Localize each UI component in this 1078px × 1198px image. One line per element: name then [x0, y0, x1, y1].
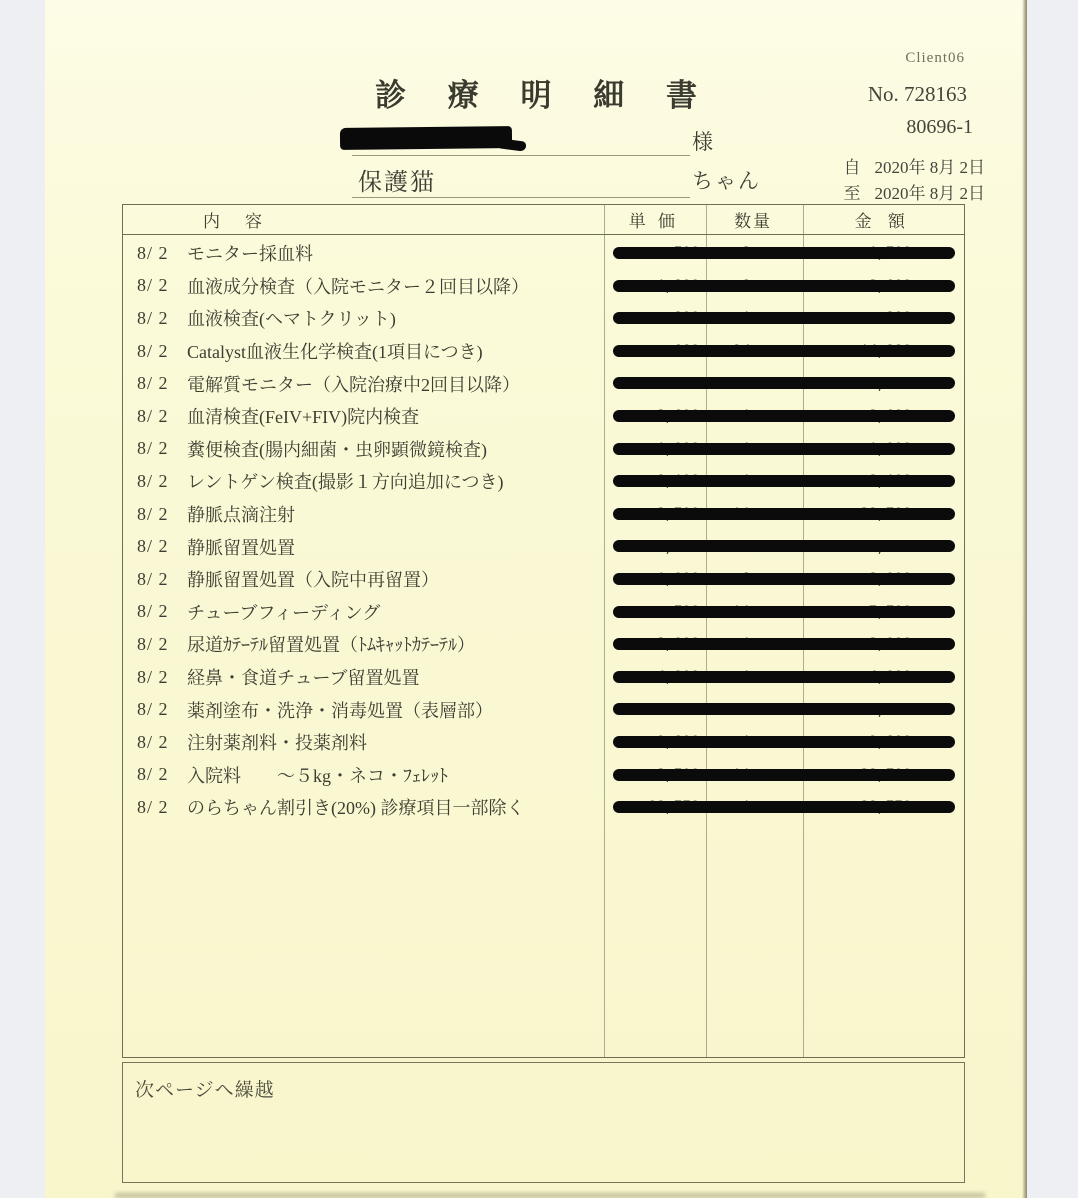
table-row — [123, 563, 964, 596]
table-row — [123, 530, 964, 563]
price-redaction-bar — [613, 671, 955, 683]
row-date: 8/ 2 — [137, 405, 169, 426]
owner-name-underline — [352, 155, 690, 156]
period-to — [844, 179, 986, 204]
table-row — [123, 400, 964, 433]
price-redaction-bar — [613, 736, 955, 748]
row-date: 8/ 2 — [137, 275, 169, 296]
row-date: 8/ 2 — [137, 633, 169, 654]
header-content: 内 容 — [203, 212, 266, 231]
row-date: 8/ 2 — [137, 242, 169, 263]
price-redaction-bar — [613, 540, 955, 552]
row-date: 8/ 2 — [137, 568, 169, 589]
row-description: 静脈留置処置（入院中再留置） — [187, 570, 439, 591]
row-date: 8/ 2 — [137, 536, 169, 557]
period-from-label: 自 — [843, 158, 861, 177]
row-description: 尿道ｶﾃｰﾃﾙ留置処置（ﾄﾑｷｬｯﾄｶﾃｰﾃﾙ） — [187, 635, 475, 656]
row-description: チューブフィーディング — [187, 602, 381, 623]
invoice-paper — [45, 0, 1027, 1198]
period-from — [844, 153, 986, 178]
carryover-box — [122, 1062, 965, 1183]
header-amount: 金 額 — [854, 212, 911, 231]
table-row — [123, 498, 964, 531]
page-title: 診 療 明 細 書 — [375, 78, 714, 113]
price-redaction-bar — [613, 606, 955, 618]
price-redaction-bar — [613, 801, 955, 813]
row-description: のらちゃん割引き(20%) 診療項目一部除く — [187, 798, 525, 819]
row-description: 薬剤塗布・洗浄・消毒処置（表層部） — [187, 700, 493, 721]
row-date: 8/ 2 — [137, 503, 169, 524]
header-unit-price: 単 価 — [628, 212, 679, 231]
table-row — [123, 302, 964, 335]
row-description: 血液検査(ヘマトクリット) — [187, 309, 396, 330]
patient-name-underline — [352, 197, 690, 198]
slip-number: 80696-1 — [906, 116, 973, 138]
price-redaction-bar — [613, 410, 955, 422]
table-row — [123, 791, 964, 824]
row-date: 8/ 2 — [137, 731, 169, 752]
row-date: 8/ 2 — [137, 601, 169, 622]
owner-name-redaction-bar — [340, 126, 512, 150]
patient-honorific: ちゃん — [692, 169, 761, 193]
table-row — [123, 661, 964, 694]
row-description: 静脈点滴注射 — [187, 505, 295, 526]
row-description: 入院料 ～５kg・ネコ・ﾌｪﾚｯﾄ — [187, 765, 448, 786]
table-body — [123, 237, 964, 824]
price-redaction-bar — [613, 247, 955, 259]
price-redaction-bar — [613, 703, 955, 715]
row-date: 8/ 2 — [137, 340, 169, 361]
row-date: 8/ 2 — [137, 307, 169, 328]
row-description: 血清検査(FeIV+FIV)院内検査 — [187, 407, 420, 428]
client-code: Client06 — [905, 50, 965, 66]
row-description: 糞便検査(腸内細菌・虫卵顕微鏡検査) — [187, 439, 487, 460]
price-redaction-bar — [613, 443, 955, 455]
table-row — [123, 433, 964, 466]
row-description: レントゲン検査(撮影１方向追加につき) — [187, 472, 504, 493]
price-redaction-bar — [613, 573, 955, 585]
price-redaction-bar — [613, 508, 955, 520]
period-from-date: 2020年 8月 2日 — [874, 158, 985, 177]
row-date: 8/ 2 — [137, 699, 169, 720]
price-redaction-bar — [613, 280, 955, 292]
owner-honorific: 様 — [692, 130, 713, 154]
scan-shadow — [115, 1193, 985, 1198]
period-to-date: 2020年 8月 2日 — [874, 184, 985, 203]
row-date: 8/ 2 — [137, 764, 169, 785]
row-date: 8/ 2 — [137, 666, 169, 687]
price-redaction-bar — [613, 377, 955, 389]
price-redaction-bar — [613, 312, 955, 324]
price-redaction-bar — [613, 638, 955, 650]
row-description: 電解質モニター（入院治療中2回目以降） — [187, 374, 520, 395]
table-row — [123, 465, 964, 498]
row-description: 血液成分検査（入院モニター２回目以降） — [187, 276, 529, 297]
row-description: Catalyst血液生化学検査(1項目につき) — [187, 342, 483, 363]
row-description: 注射薬剤料・投薬剤料 — [187, 733, 367, 754]
carryover-label: 次ページへ繰越 — [135, 1080, 275, 1101]
table-row — [123, 759, 964, 792]
patient-name: 保護猫 — [358, 170, 436, 196]
table-header-row — [123, 205, 964, 235]
row-description: 経鼻・食道チューブ留置処置 — [187, 668, 420, 689]
row-date: 8/ 2 — [137, 438, 169, 459]
table-row — [123, 270, 964, 303]
period-to-label: 至 — [843, 184, 861, 203]
row-date: 8/ 2 — [137, 470, 169, 491]
row-date: 8/ 2 — [137, 373, 169, 394]
paper-edge — [1022, 0, 1027, 1198]
billing-table — [122, 204, 965, 1058]
header-quantity: 数量 — [734, 212, 773, 231]
table-row — [123, 335, 964, 368]
price-redaction-bar — [613, 475, 955, 487]
document-number: No. 728163 — [867, 82, 967, 106]
row-description: モニター採血料 — [187, 244, 313, 265]
price-redaction-bar — [613, 769, 955, 781]
table-row — [123, 596, 964, 629]
table-row — [123, 628, 964, 661]
row-description: 静脈留置処置 — [187, 537, 295, 558]
table-row — [123, 693, 964, 726]
table-row — [123, 367, 964, 400]
table-row — [123, 726, 964, 759]
table-row — [123, 237, 964, 270]
price-redaction-bar — [613, 345, 955, 357]
row-date: 8/ 2 — [137, 796, 169, 817]
